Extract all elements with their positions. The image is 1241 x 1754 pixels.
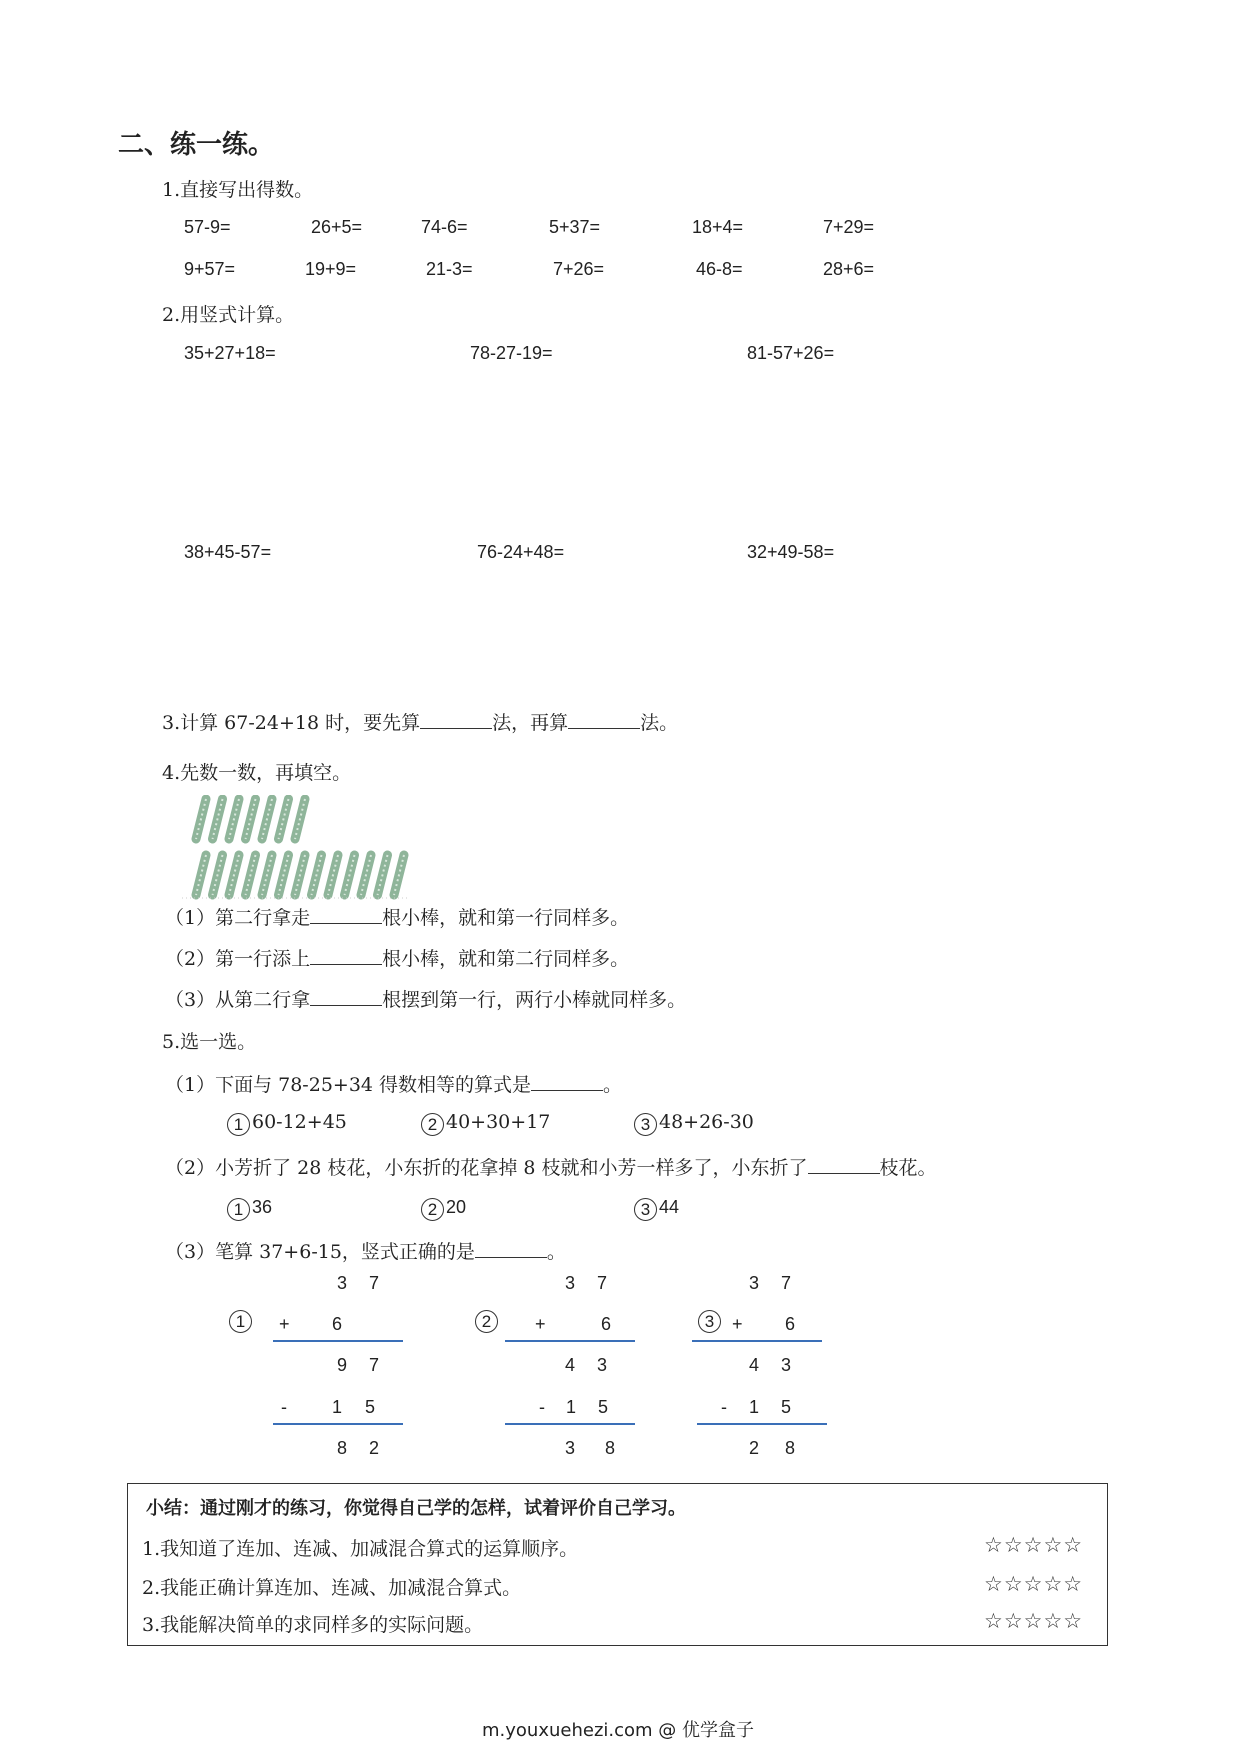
q2-item: 35+27+18=: [184, 343, 276, 363]
answer-blank[interactable]: [310, 922, 382, 924]
answer-blank[interactable]: [420, 727, 492, 729]
q5-p3: （3）笔算 37+6-15，竖式正确的是 。: [165, 1241, 566, 1263]
q5-p2-option-2[interactable]: 2 20: [421, 1196, 466, 1221]
stick-row-1: [196, 799, 305, 839]
underline: [273, 1340, 403, 1342]
q2-item: 76-24+48=: [477, 542, 565, 562]
underline: [273, 1423, 403, 1425]
q1-item: 28+6=: [823, 259, 875, 279]
underline: [505, 1423, 635, 1425]
q5-p1: （1）下面与 78-25+34 得数相等的算式是 。: [165, 1074, 623, 1096]
q5-p1-option-2[interactable]: 2 40+30+17: [421, 1111, 550, 1136]
q2-title: 2.用竖式计算。: [162, 304, 295, 326]
q5-title: 5.选一选。: [162, 1031, 257, 1053]
answer-blank[interactable]: [475, 1256, 547, 1258]
answer-blank[interactable]: [808, 1172, 880, 1174]
rating-stars[interactable]: ☆☆☆☆☆: [984, 1533, 1084, 1557]
q2-item: 32+49-58=: [747, 542, 835, 562]
q5-p1-option-1[interactable]: 1 60-12+45: [227, 1111, 347, 1136]
q1-item: 18+4=: [692, 217, 744, 237]
q2-item: 81-57+26=: [747, 343, 835, 363]
underline: [692, 1340, 822, 1342]
q1-item: 5+37=: [549, 217, 601, 237]
stick-row-2: [182, 855, 410, 898]
summary-item: 3.我能解决简单的求同样多的实际问题。: [142, 1614, 484, 1636]
q4-title: 4.先数一数，再填空。: [162, 762, 352, 784]
underline: [697, 1423, 827, 1425]
q4-item-1: （1）第二行拿走 根小棒，就和第一行同样多。: [165, 907, 630, 929]
summary-item: 1.我知道了连加、连减、加减混合算式的运算顺序。: [142, 1538, 579, 1560]
answer-blank[interactable]: [310, 1004, 382, 1006]
q2-item: 78-27-19=: [470, 343, 553, 363]
q1-title: 1.直接写出得数。: [162, 179, 314, 201]
underline: [505, 1340, 635, 1342]
option-number: 1: [229, 1310, 252, 1333]
q1-item: 74-6=: [421, 217, 468, 237]
q2-item: 38+45-57=: [184, 542, 272, 562]
footer-watermark: m.youxuehezi.com @ 优学盒子: [482, 1720, 755, 1741]
summary-item: 2.我能正确计算连加、连减、加减混合算式。: [142, 1577, 522, 1599]
answer-blank[interactable]: [531, 1089, 603, 1091]
q1-item: 7+26=: [553, 259, 605, 279]
q1-item: 21-3=: [426, 259, 473, 279]
summary-box: [127, 1483, 1108, 1646]
q1-item: 7+29=: [823, 217, 875, 237]
counting-sticks-figure: [174, 795, 414, 905]
rating-stars[interactable]: ☆☆☆☆☆: [984, 1609, 1084, 1633]
q5-p2-option-1[interactable]: 1 36: [227, 1196, 272, 1221]
q1-item: 46-8=: [696, 259, 743, 279]
q4-item-3: （3）从第二行拿 根摆到第一行，两行小棒就同样多。: [165, 989, 687, 1011]
rating-stars[interactable]: ☆☆☆☆☆: [984, 1572, 1084, 1596]
q1-item: 9+57=: [184, 259, 236, 279]
option-number: 2: [475, 1310, 498, 1333]
section-title: 二、练一练。: [118, 130, 275, 160]
q1-item: 26+5=: [311, 217, 363, 237]
summary-title: 小结：通过刚才的练习，你觉得自己学的怎样，试着评价自己学习。: [146, 1498, 686, 1519]
q3-question: 3.计算 67-24+18 时，要先算 法，再算 法。: [162, 712, 679, 734]
option-number: 3: [698, 1310, 721, 1333]
q1-item: 19+9=: [305, 259, 357, 279]
q5-p2-option-3[interactable]: 3 44: [634, 1196, 679, 1221]
answer-blank[interactable]: [568, 727, 640, 729]
q5-p1-option-3[interactable]: 3 48+26-30: [634, 1111, 754, 1136]
q5-p2: （2）小芳折了 28 枝花，小东折的花拿掉 8 枝就和小芳一样多了，小东折了 枝花。: [165, 1157, 937, 1179]
answer-blank[interactable]: [310, 963, 382, 965]
q4-item-2: （2）第一行添上 根小棒，就和第二行同样多。: [165, 948, 630, 970]
q1-item: 57-9=: [184, 217, 231, 237]
